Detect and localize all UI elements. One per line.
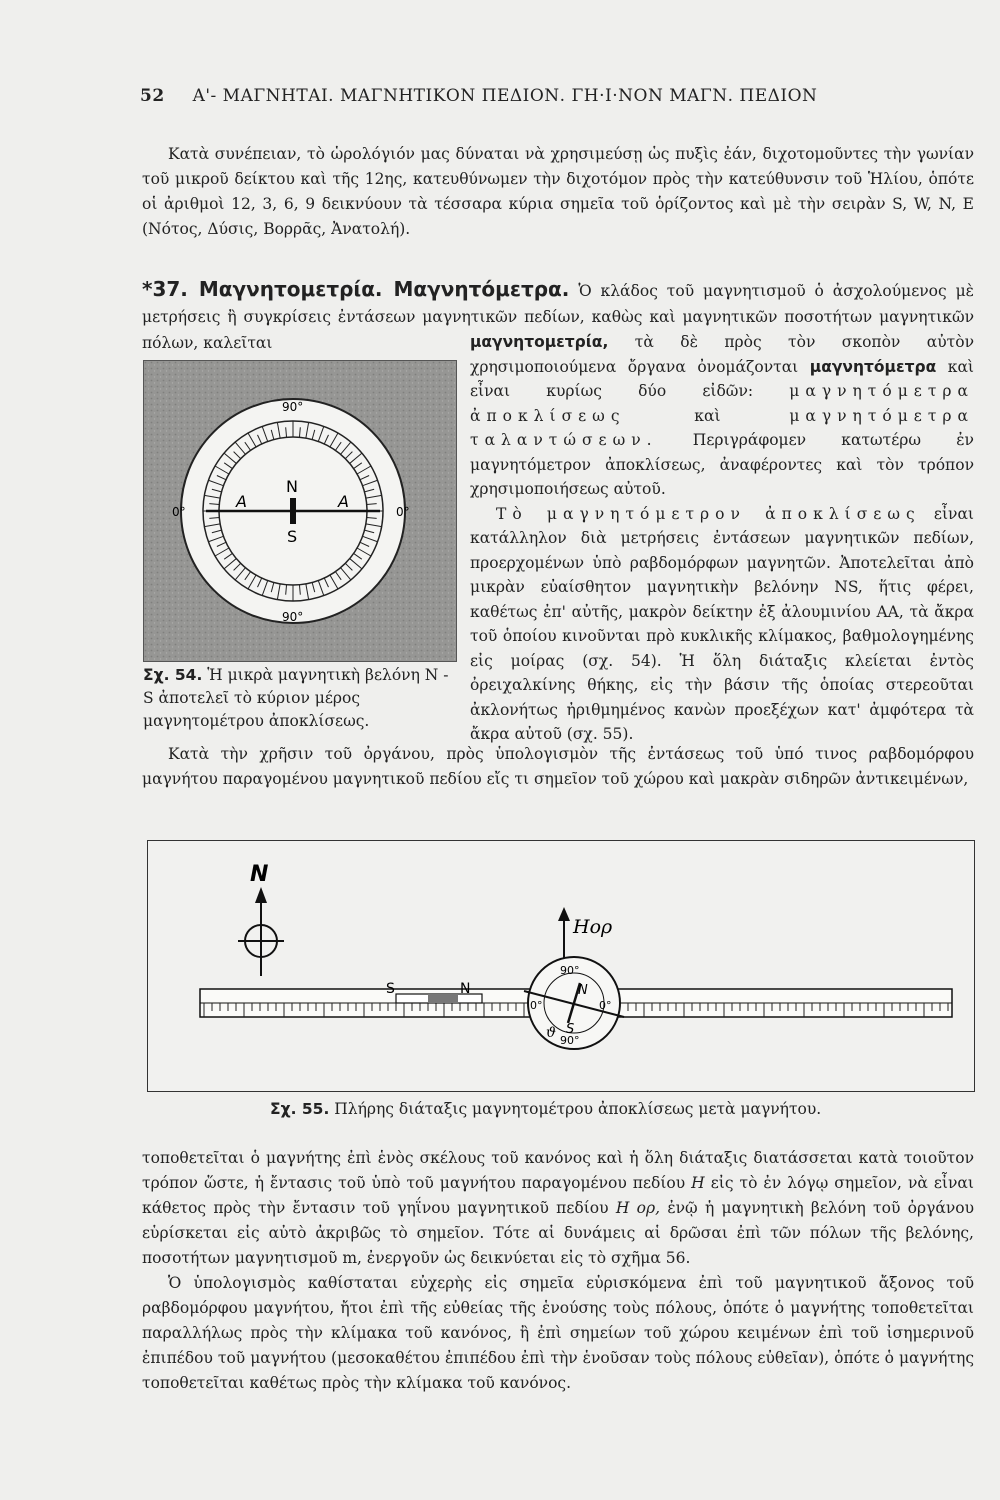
field-arrow-head (558, 907, 570, 921)
symbol-h: H (691, 1174, 705, 1192)
term-magnetometria: μαγνητομετρία, (470, 333, 609, 351)
needle-ns (290, 498, 296, 524)
intro-block (142, 142, 974, 242)
label-bottom-90: 90° (282, 610, 304, 624)
figure-54-caption (143, 664, 455, 733)
figure-55-label: Σχ. 55. (270, 1100, 330, 1118)
figure-55-caption-text: Πλήρης διάταξις μαγνητομέτρου ἀποκλίσεως μετὰ μαγνήτου. (334, 1100, 822, 1118)
running-header (140, 86, 960, 106)
dial-left-label: 0° (530, 999, 543, 1012)
angle-label: ϑ (546, 1025, 557, 1041)
p1-text-a: Ὁ κλάδος τοῦ μαγνητισμοῦ ὁ ἀσχολούμενος μὲ μετρήσεις ἢ συγκρίσεις ἐντάσεων μαγνητικῶν πεδίων, καθὼς καὶ μαγνητικῶν ποσοτήτων μαγνητικῶν πόλων, καλεῖται (142, 282, 974, 352)
p1-text-e: Περιγράφομεν κατωτέρω ἐν μαγνητόμετρον ἀποκλίσεως, ἀναφέροντες καὶ τὸν τρόπον χρησιμοποιήσεως αὐτοῦ. (470, 431, 974, 498)
magnet-s-label: S (386, 981, 395, 997)
p2-paragraph (470, 502, 974, 747)
term-magnetometron-apokliseos: Τὸ μαγνητόμετρον ἀποκλίσεως (496, 504, 921, 523)
term-talantoseon: μαγνητόμετρα ταλαντώσεων. (470, 406, 974, 449)
p1-text-b: τὰ δὲ πρὸς τὸν σκοπὸν αὐτὸν χρησιμοποιούμενα ὄργανα ὀνομάζονται (470, 333, 974, 376)
dial-right-label: 0° (599, 999, 612, 1012)
p1-text-d: καὶ (694, 406, 721, 425)
section-title: *37. Μαγνητομετρία. Μαγνητόμετρα. (142, 277, 570, 301)
needle-south-label: S (287, 527, 298, 546)
pointer-right-label: A (338, 492, 349, 511)
dial-bottom-label: 90° (560, 1034, 580, 1047)
magnet-n-label: N (460, 981, 471, 997)
intro-paragraph: Κατὰ συνέπειαν, τὸ ὡρολόγιόν μας δύναται νὰ χρησιμεύσῃ ὡς πυξὶς ἐάν, διχοτομοῦντες τὴν γωνίαν τοῦ μικροῦ δείκτου καὶ τῆς 12ης, κατευθύνωμεν τὴν διχοτόμον πρὸς τὴν κατεύθυνσιν τοῦ Ἡλίου, ὁπότε οἱ ἀριθμοὶ 12, 3, 6, 9 δεικνύουν τὰ τέσσαρα κύρια σημεῖα τοῦ ὁρίζοντος καὶ μὲ τὴν σειρὰν S, W, N, E (Νότος, Δύσις, Βορρᾶς, Ἀνατολή). (142, 145, 974, 238)
p3-block (142, 742, 974, 792)
bar-magnet-hatch (428, 994, 458, 1003)
p5-paragraph: Ὁ ὑπολογισμὸς καθίσταται εὐχερὴς εἰς σημεῖα εὑρισκόμενα ἐπὶ τοῦ μαγνητικοῦ ἄξονος τοῦ ραβδομόρφου μαγνήτου, ἤτοι ἐπὶ τῆς εὐθείας τῆς ἑνούσης τοὺς πόλους, ὁπότε ὁ μαγνήτης τοποθετεῖται παραλλήλως πρὸς τὴν κλίμακα τοῦ κανόνος, ἢ ἐπὶ σημείων τοῦ χώρου κειμένων ἐπὶ τοῦ ἰσημερινοῦ ἐπιπέδου τοῦ μαγνήτου (μεσοκαθέτου ἐπιπέδου ἐπὶ τὴν ἑνοῦσαν τοὺς πόλους εὐθεῖαν), ὁπότε ὁ μαγνήτης τοποθετεῖται καθέτως πρὸς τὴν κλίμακα τοῦ κανόνος. (142, 1274, 974, 1392)
p1-text-c: καὶ εἶναι κυρίως δύο εἰδῶν: (470, 357, 974, 400)
term-magnetometra: μαγνητόμετρα (809, 357, 937, 376)
figure-54-compass (143, 360, 457, 662)
compass-drawing (144, 361, 456, 661)
p4-text-b: εἰς τὸ ἐν λόγῳ σημεῖον, νὰ εἶναι κάθετος πρὸς τὴν ἔντασιν τοῦ γηΐνου μαγνητικοῦ πεδίου (142, 1174, 974, 1217)
figure-54-label: Σχ. 54. (143, 666, 203, 684)
needle-north-label: N (286, 477, 298, 496)
p3-paragraph: Κατὰ τὴν χρῆσιν τοῦ ὀργάνου, πρὸς ὑπολογισμὸν τῆς ἐντάσεως τοῦ ὑπό τινος ραβδομόρφου μαγνήτου παραγομένου μαγνητικοῦ πεδίου εἴς τι σημεῖον τοῦ χώρου καὶ μακρὰν σιδηρῶν ἀντικειμένων, (142, 745, 974, 788)
label-right-0: 0° (396, 505, 410, 519)
p2-text: εἶναι κατάλληλον διὰ μετρήσεις ἐντάσεων μαγνητικῶν πεδίων, προερχομένων ὑπὸ ραβδομόρφων μαγνητῶν. Ἀποτελεῖται ἀπὸ μικρὰν εὐαίσθητον μαγνητικὴν βελόνην NS, ἥτις φέρει, καθέτως ἐπ' αὐτῆς, μακρὸν δείκτην ἐξ ἀλουμινίου AA, τὰ ἄκρα τοῦ ὁποίου κινοῦνται πρὸ κυκλικῆς κλίμακος, βαθμολογημένης εἰς μοίρας (σχ. 54). Ἡ ὅλη διάταξις κλείεται ἐντὸς ὀρειχαλκίνης θήκης, εἰς τὴν βάσιν τῆς ὁποίας στερεοῦται ἀκλονήτως ἠριθμημένος κανὼν προεξέχων κατ' ἀμφότερα τὰ ἄκρα αὐτοῦ (σχ. 55). (470, 504, 974, 743)
running-title: Α'- ΜΑΓΝΗΤΑΙ. ΜΑΓΝΗΤΙΚΟΝ ΠΕΔΙΟΝ. ΓΗ·Ι·ΝΟΝ ΜΑΓΝ. ΠΕΔΙΟΝ (192, 86, 818, 106)
north-arrow-label: N (250, 862, 269, 887)
label-top-90: 90° (282, 400, 304, 414)
symbol-h-or: H ορ, (615, 1199, 661, 1217)
pointer-left-label: A (236, 492, 247, 511)
dial-n-label: N (578, 983, 588, 998)
p4-text-c: ἐνῷ ἡ μαγνητικὴ βελόνη τοῦ ὀργάνου εὑρίσκεται εἰς αὐτὸ ἀκριβῶς τὸ σημεῖον. Τότε αἱ δυνάμεις αἱ δρῶσαι ἐπὶ τῶν πόλων τῆς βελόνης, ποσοτήτων μαγνητισμοῦ m, ἐνεργοῦν ὡς δεικνύεται εἰς τὸ σχῆμα 56. (142, 1199, 974, 1267)
page-number: 52 (140, 86, 165, 106)
apparatus-drawing (148, 841, 974, 1091)
north-arrow-head (255, 887, 267, 903)
label-left-0: 0° (172, 505, 186, 519)
p4-paragraph (142, 1146, 974, 1271)
figure-54-caption-text: Ἡ μικρὰ μαγνητικὴ βελόνη N - S ἀποτελεῖ τὸ κύριον μέρος μαγνητομέτρου ἀποκλίσεως. (143, 666, 449, 730)
dial-top-label: 90° (560, 964, 580, 977)
p4-text-a: τοποθετεῖται ὁ μαγνήτης ἐπὶ ἑνὸς σκέλους τοῦ κανόνος καὶ ἡ ὅλη διάταξις διατάσσεται κατὰ τοιοῦτον τρόπον ὥστε, ἡ ἔντασις τοῦ ὑπὸ τοῦ μαγνήτου παραγομένου πεδίου (142, 1149, 974, 1192)
term-apokliseos: μαγνητόμετρα ἀποκλίσεως (470, 382, 974, 425)
figure-55-apparatus (147, 840, 975, 1092)
dial-s-label: S (566, 1022, 575, 1037)
field-arrow-label: Hορ (573, 916, 613, 938)
p1-continued (470, 330, 974, 502)
figure-55-caption (270, 1100, 920, 1118)
right-column-text (470, 330, 974, 747)
after-block (142, 1146, 974, 1396)
